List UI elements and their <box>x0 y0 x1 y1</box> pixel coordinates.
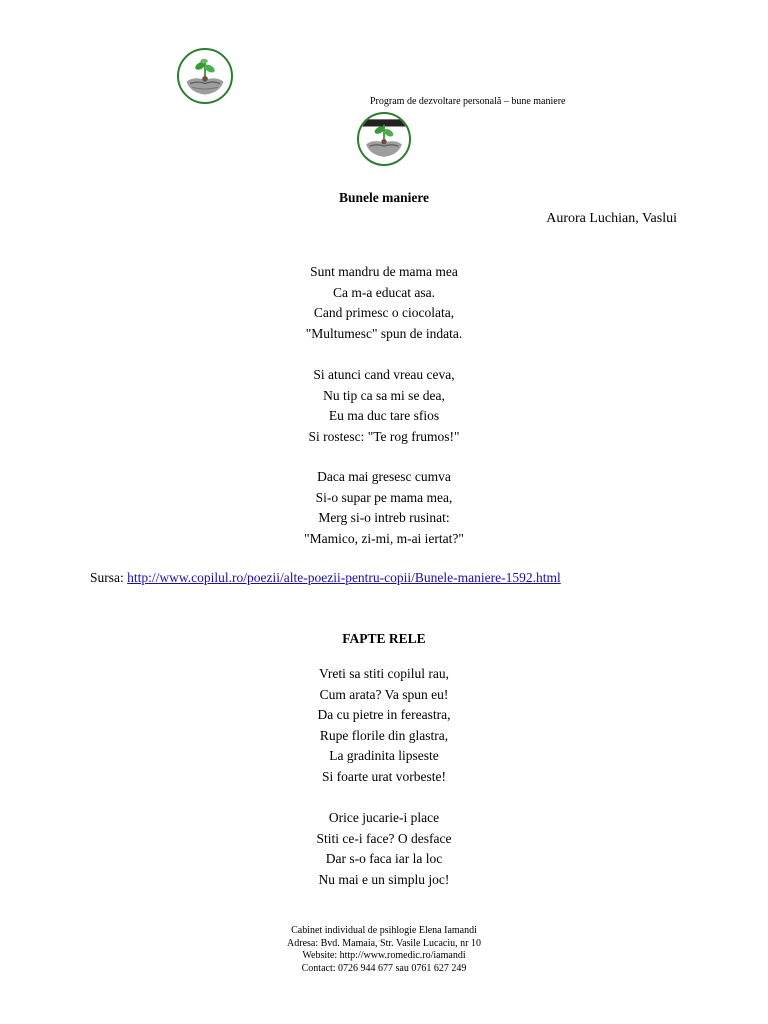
poem-line: Nu tip ca sa mi se dea, <box>323 387 445 403</box>
poem-line: Eu ma duc tare sfios <box>328 408 440 423</box>
footer-line: Website: http://www.romedic.ro/iamandi <box>302 950 466 961</box>
poem-line: Ca m-a educat asa. <box>333 284 435 300</box>
poem-line: Si foarte urat vorbeste! <box>321 768 447 784</box>
poem-stanza <box>0 664 768 787</box>
poem-line: Sunt mandru de mama mea <box>310 264 458 279</box>
poem-line: Dar s-o faca iar la loc <box>325 851 443 866</box>
poem-line: "Multumesc" spun de indata. <box>305 325 463 341</box>
poem-stanza <box>0 467 768 549</box>
poem-line: Da cu pietre in fereastra, <box>317 707 451 722</box>
poem-author: Aurora Luchian, Vaslui <box>546 211 677 226</box>
program-title: Program de dezvoltare personală – bune maniere <box>370 96 566 107</box>
poem-stanza <box>0 365 768 447</box>
footer-line: Contact: 0726 944 677 sau 0761 627 249 <box>301 962 467 974</box>
poem-title: FAPTE RELE <box>342 631 426 646</box>
poem-line: Orice jucarie-i place <box>328 810 440 825</box>
poem-line: Si atunci cand vreau ceva, <box>313 367 455 382</box>
poem-line: Cum arata? Va spun eu! <box>319 686 449 702</box>
page-footer <box>0 925 768 975</box>
poem-line: Daca mai gresesc cumva <box>317 469 451 484</box>
hands-plant-logo-icon <box>177 48 233 104</box>
footer-line: Adresa: Bvd. Mamaia, Str. Vasile Lucaciu, nr 10 <box>287 937 481 949</box>
poem-line: Rupe florile din glastra, <box>319 727 449 743</box>
source-line <box>90 570 561 586</box>
source-link[interactable]: http://www.copilul.ro/poezii/alte-poezii-pentru-copii/Bunele-maniere-1592.html <box>127 570 561 585</box>
poem-line: La gradinita lipseste <box>329 748 439 763</box>
poem-stanza <box>0 262 768 344</box>
poem-line: Si rostesc: "Te rog frumos!" <box>308 428 460 444</box>
poem-line: Cand primesc o ciocolata, <box>313 305 455 320</box>
poem-line: Nu mai e un simplu joc! <box>318 871 450 887</box>
poem-line: Merg si-o intreb rusinat: <box>318 510 450 525</box>
poem-line: Vreti sa stiti copilul rau, <box>318 666 450 681</box>
poem-title: Bunele maniere <box>338 190 430 205</box>
poem-stanza <box>0 808 768 890</box>
hands-plant-logo-icon <box>357 112 411 166</box>
poem-line: Si-o supar pe mama mea, <box>315 489 453 505</box>
source-label: Sursa: <box>90 570 124 585</box>
poem-line: "Mamico, zi-mi, m-ai iertat?" <box>304 530 464 546</box>
footer-line: Cabinet individual de psihlogie Elena Iamandi <box>291 925 477 936</box>
poem-line: Stiti ce-i face? O desface <box>316 830 452 846</box>
